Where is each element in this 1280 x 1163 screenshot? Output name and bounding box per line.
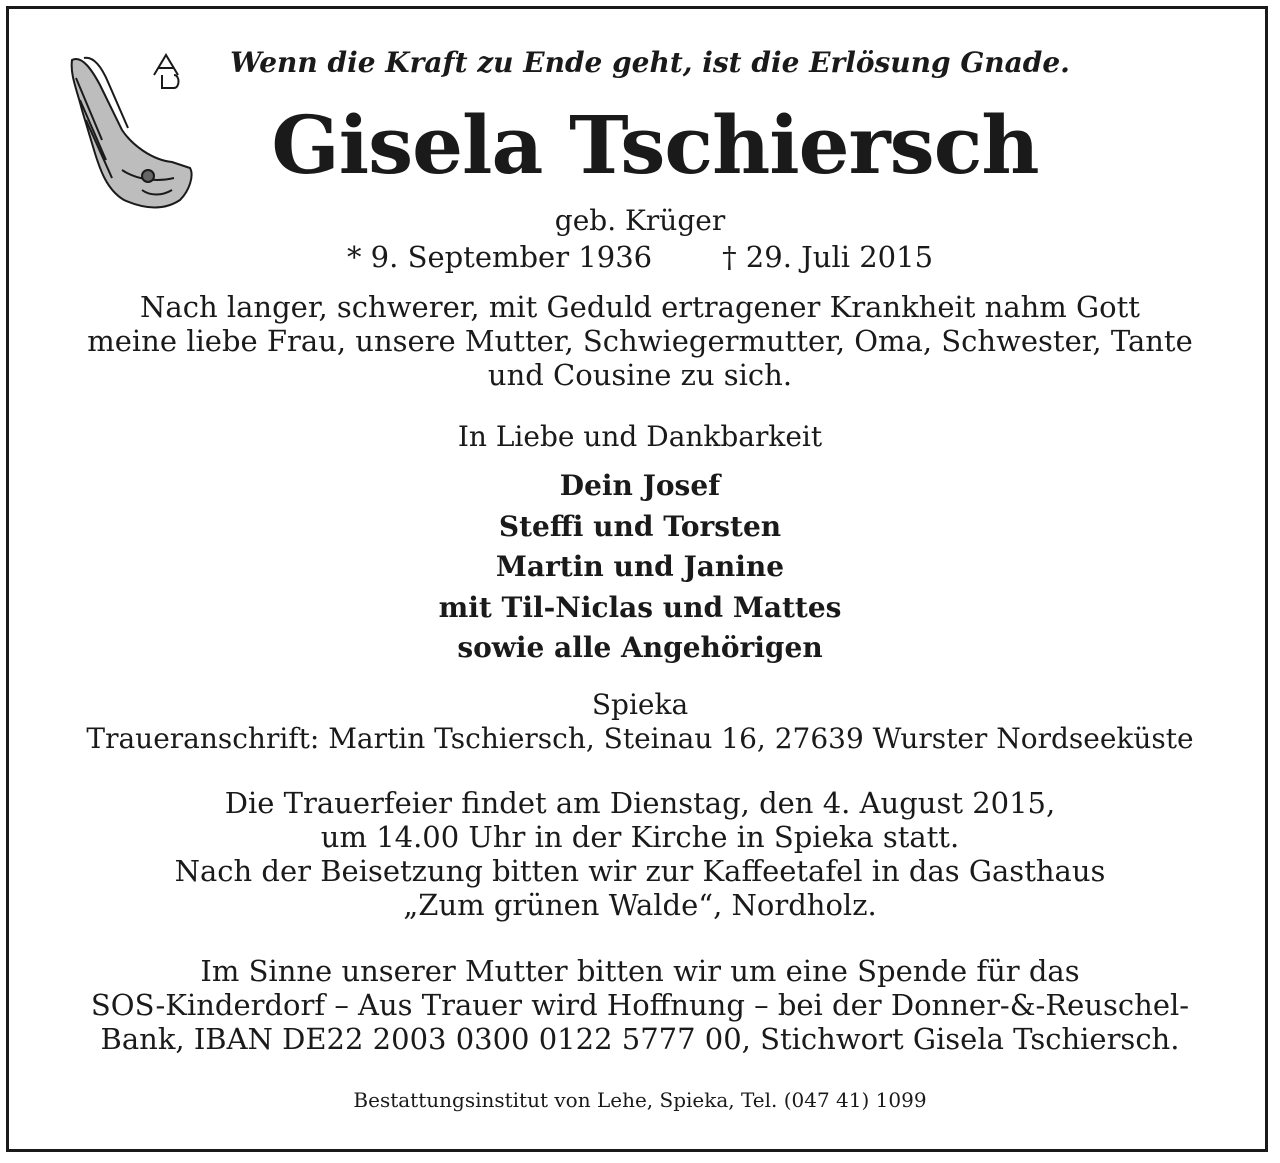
- birth-date: * 9. September 1936: [346, 240, 653, 274]
- donation-line: Im Sinne unserer Mutter bitten wir um eine Spende für das: [200, 954, 1080, 988]
- announcement-line: und Cousine zu sich.: [487, 358, 793, 392]
- donation-line: SOS-Kinderdorf – Aus Trauer wird Hoffnung – bei der Donner-&-Reuschel-: [90, 988, 1190, 1022]
- place-name: Spieka: [591, 688, 689, 721]
- motto-text: Wenn die Kraft zu Ende geht, ist die Erlösung Gnade.: [230, 46, 1070, 79]
- deceased-name: Gisela Tschiersch: [271, 98, 1039, 192]
- mourner-name: Martin und Janine: [495, 550, 785, 583]
- life-dates: [0, 240, 1280, 274]
- service-line: Nach der Beisetzung bitten wir zur Kaffeetafel in das Gasthaus: [174, 854, 1106, 888]
- donation-line: Bank, IBAN DE22 2003 0300 0122 5777 00, Stichwort Gisela Tschiersch.: [100, 1022, 1180, 1056]
- donation-paragraph: [0, 954, 1280, 1056]
- death-date: † 29. Juli 2015: [722, 240, 934, 274]
- mourner-name: Dein Josef: [559, 469, 721, 502]
- service-paragraph: [0, 786, 1280, 922]
- announcement-paragraph: [0, 290, 1280, 392]
- mourners-list: [0, 466, 1280, 669]
- mourner-name: sowie alle Angehörigen: [457, 631, 823, 664]
- service-line: um 14.00 Uhr in der Kirche in Spieka statt.: [320, 820, 960, 854]
- mourner-name: Steffi und Torsten: [498, 509, 782, 543]
- funeral-home-footer: Bestattungsinstitut von Lehe, Spieka, Tel. (047 41) 1099: [353, 1088, 927, 1112]
- announcement-line: meine liebe Frau, unsere Mutter, Schwiegermutter, Oma, Schwester, Tante: [87, 324, 1193, 358]
- mourning-address: Traueranschrift: Martin Tschiersch, Steinau 16, 27639 Wurster Nordseeküste: [86, 722, 1194, 755]
- announcement-line: Nach langer, schwerer, mit Geduld ertragener Krankheit nahm Gott: [140, 290, 1140, 324]
- maiden-name: geb. Krüger: [554, 204, 726, 237]
- service-line: „Zum grünen Walde“, Nordholz.: [403, 888, 877, 922]
- love-line: In Liebe und Dankbarkeit: [457, 420, 823, 453]
- service-line: Die Trauerfeier findet am Dienstag, den 4. August 2015,: [224, 786, 1056, 820]
- mourner-name: mit Til-Niclas und Mattes: [438, 590, 842, 624]
